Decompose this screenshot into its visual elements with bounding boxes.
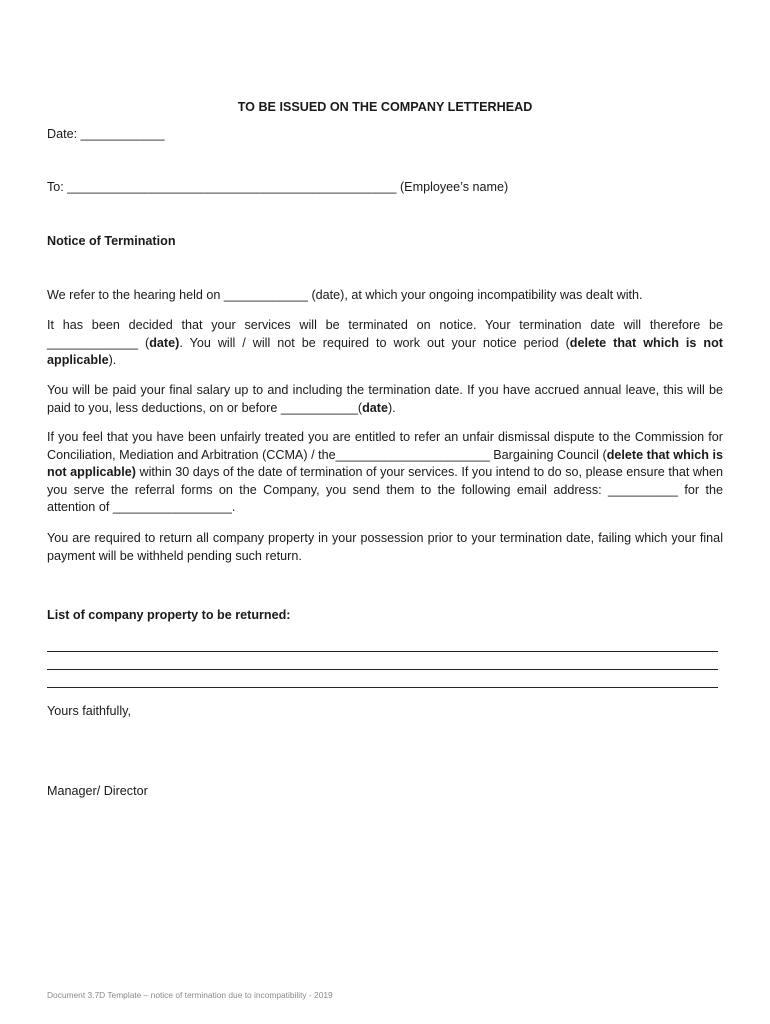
property-list-heading: List of company property to be returned: xyxy=(47,608,291,622)
closing-salutation: Yours faithfully, xyxy=(47,704,132,718)
notice-title: Notice of Termination xyxy=(47,234,176,248)
p4-text-c: within 30 days of the date of termination of your services. If you intend to do so, please ensure that when you serve the referral forms on the Company, you send them to the following email address: __________ for the attention of _________________. xyxy=(47,465,723,515)
property-line-1 xyxy=(47,651,718,652)
p3-text-b: date xyxy=(362,400,388,415)
paragraph-final-salary xyxy=(47,382,723,417)
paragraph-dispute xyxy=(47,429,723,517)
p4-text-b: delete that which is not applicable) xyxy=(47,447,723,480)
property-line-2 xyxy=(47,669,718,670)
p2-text-d: delete that which is not applicable xyxy=(47,335,723,368)
date-line: Date: ____________ xyxy=(47,127,165,141)
recipient-line: To: _______________________________________________ (Employee’s name) xyxy=(47,180,509,194)
letterhead-heading: TO BE ISSUED ON THE COMPANY LETTERHEAD xyxy=(237,100,533,114)
paragraph-company-property: You are required to return all company property in your possession prior to your termination date, failing which your final payment will be withheld pending such return. xyxy=(47,531,723,563)
paragraph-termination xyxy=(47,317,723,370)
p2-text-e: ). xyxy=(108,353,117,368)
document-footer: Document 3.7D Template – notice of termination due to incompatibility - 2019 xyxy=(47,990,333,1000)
p2-text-c: . You will / will not be required to work out your notice period ( xyxy=(179,335,570,350)
p4-text-a: If you feel that you have been unfairly treated you are entitled to refer an unfair dismissal dispute to the Commission for Conciliation, Mediation and Arbitration (CCMA) / the______________________ Bargaining Council ( xyxy=(47,430,723,462)
p3-text-c: ). xyxy=(387,400,396,415)
paragraph-hearing: We refer to the hearing held on ____________ (date), at which your ongoing incompatibility was dealt with. xyxy=(47,288,643,302)
p3-text-a: You will be paid your final salary up to and including the termination date. If you have accrued annual leave, this will be paid to you, less deductions, on or before ___________( xyxy=(47,383,723,415)
property-line-3 xyxy=(47,687,718,688)
p2-text-a: It has been decided that your services will be terminated on notice. Your termination date will therefore be _____________ ( xyxy=(47,318,723,350)
p2-text-b: date) xyxy=(149,335,180,350)
signatory-title: Manager/ Director xyxy=(47,784,148,798)
